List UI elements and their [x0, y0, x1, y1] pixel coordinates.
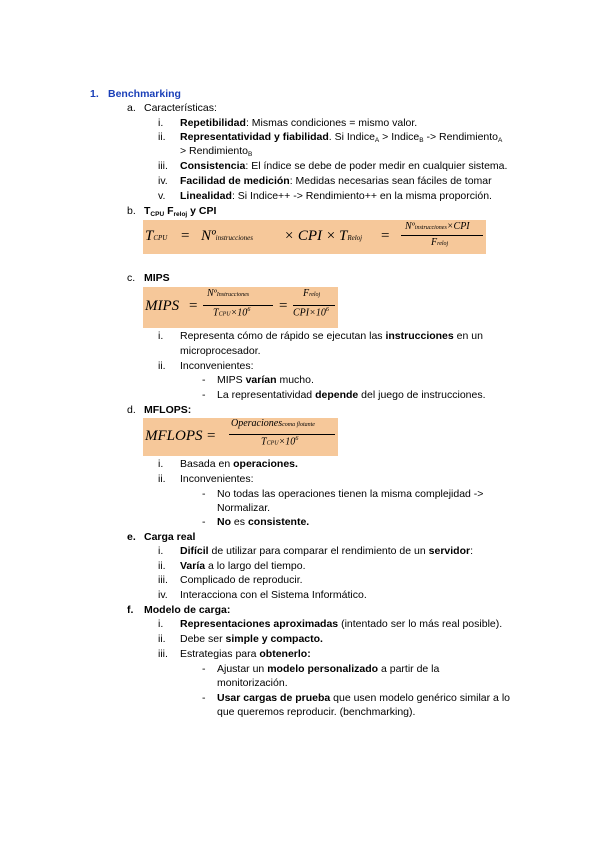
list-item: Debe ser simple y compacto. [180, 633, 323, 645]
list-marker: ii. [158, 360, 166, 372]
list-marker: i. [158, 618, 164, 630]
list-marker: i. [158, 458, 164, 470]
dash-bullet: - [202, 663, 206, 675]
list-item: Interacciona con el Sistema Informático. [180, 589, 367, 601]
subsection-heading: Características: [144, 102, 217, 114]
dash-item: No es consistente. [217, 516, 310, 528]
subsection-heading: MIPS [144, 272, 170, 284]
list-marker: i. [158, 330, 164, 342]
list-marker: i. [158, 117, 164, 129]
dash-item: Usar cargas de prueba que usen modelo genérico similar a lo [217, 692, 510, 704]
dash-item: MIPS varían mucho. [217, 374, 314, 386]
list-marker: iii. [158, 160, 168, 172]
list-marker: ii. [158, 131, 166, 143]
list-marker: iv. [158, 175, 168, 187]
subsection-heading: $T_{CPU}$ $F_{reloj}$ y CPI [144, 205, 217, 218]
list-marker: iii. [158, 648, 168, 660]
subsection-heading: Carga real [144, 531, 196, 543]
section-number: 1. [90, 88, 99, 100]
subsection-heading: MFLOPS: [144, 404, 192, 416]
dash-item: La representatividad depende del juego de instrucciones. [217, 389, 486, 401]
dash-bullet: - [202, 516, 206, 528]
list-marker: f. [127, 604, 134, 616]
list-marker: c. [127, 272, 136, 284]
list-item: Varía a lo largo del tiempo. [180, 560, 306, 572]
list-marker: ii. [158, 633, 166, 645]
list-item: Consistencia: El índice se debe de poder medir en cualquier sistema. [180, 160, 508, 172]
list-marker: v. [158, 190, 166, 202]
dash-bullet: - [202, 488, 206, 500]
list-item-continuation: > Rendimiento$_B$ [180, 145, 253, 158]
dash-item: Ajustar un modelo personalizado a partir de la [217, 663, 440, 675]
list-marker: b. [127, 205, 136, 217]
list-item: Estrategias para obtenerlo: [180, 648, 311, 660]
list-item: Repetibilidad: Mismas condiciones = mismo valor. [180, 117, 418, 129]
formula-tcpu: TCPU = Nºinstrucciones × CPI × TReloj = Nºinstrucciones×CPI Freloj [143, 220, 486, 254]
list-item: Linealidad: Si Indice++ -> Rendimiento++ en la misma proporción. [180, 190, 492, 202]
list-item: Inconvenientes: [180, 360, 254, 372]
section-title: Benchmarking [108, 88, 181, 100]
dash-item: No todas las operaciones tienen la misma complejidad -> [217, 488, 484, 500]
dash-bullet: - [202, 374, 206, 386]
list-marker: d. [127, 404, 136, 416]
list-marker: i. [158, 545, 164, 557]
list-item: Representatividad y fiabilidad. Si Indice$_A$ > Indice$_B$ -> Rendimiento$_A$ [180, 131, 503, 144]
dash-item-continuation: monitorización. [217, 677, 288, 689]
dash-bullet: - [202, 389, 206, 401]
list-item-continuation: microprocesador. [180, 345, 261, 357]
list-marker: iii. [158, 574, 168, 586]
list-marker: iv. [158, 589, 168, 601]
list-item: Facilidad de medición: Medidas necesarias sean fáciles de tomar [180, 175, 492, 187]
dash-bullet: - [202, 692, 206, 704]
list-marker: ii. [158, 560, 166, 572]
subsection-heading: Modelo de carga: [144, 604, 231, 616]
dash-item-continuation: que queremos reproducir. (benchmarking). [217, 706, 416, 718]
formula-mflops: MFLOPS = Operacionescoma flotante $TCPU\times 10^6$ [143, 418, 338, 456]
list-marker: e. [127, 531, 136, 543]
list-item: Complicado de reproducir. [180, 574, 303, 586]
list-item: Representaciones aproximadas (intentado ser lo más real posible). [180, 618, 503, 630]
formula-mips: MIPS = NºInstrucciones $TCPU\times 10^6$ = Freloj $CPI\times 10^6$ [143, 287, 338, 328]
list-marker: ii. [158, 473, 166, 485]
dash-item-continuation: Normalizar. [217, 502, 271, 514]
list-item: Representa cómo de rápido se ejecutan las instrucciones en un [180, 330, 483, 342]
list-item: Inconvenientes: [180, 473, 254, 485]
list-marker: a. [127, 102, 136, 114]
list-item: Basada en operaciones. [180, 458, 298, 470]
list-item: Difícil de utilizar para comparar el rendimiento de un servidor: [180, 545, 473, 557]
